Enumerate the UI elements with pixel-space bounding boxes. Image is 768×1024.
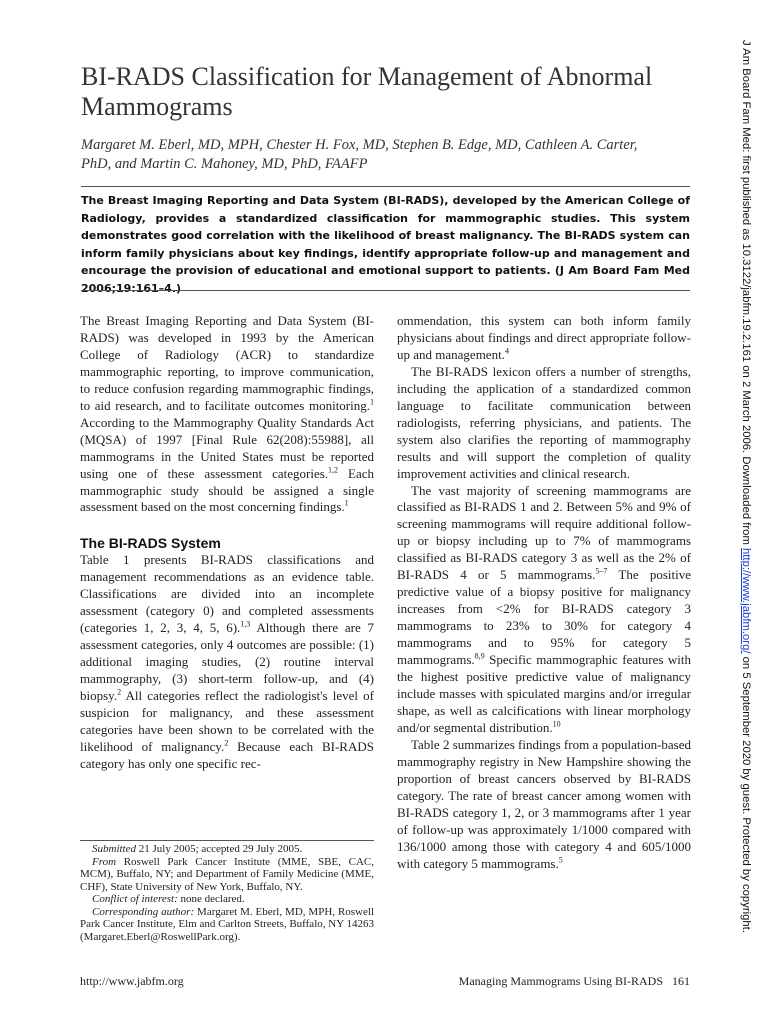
abstract-top-rule xyxy=(81,186,690,187)
page-number: 161 xyxy=(672,974,690,988)
continued-paragraph: ommendation, this system can both inform family physicians about findings and direct appropriate follow-up and management.$^4$ xyxy=(397,313,691,362)
citation-ref: 1 xyxy=(344,499,349,509)
abstract-citation: (J Am Board Fam Med 2006;19:161–4.) xyxy=(81,264,690,295)
abstract xyxy=(81,192,690,298)
footnote-affiliation: From Roswell Park Cancer Institute (MME, SBE, CAC, MCM), Buffalo, NY; and Department of Family Medicine (MME, CHF), State University of New York, Buffalo, NY. xyxy=(80,855,374,893)
citation-ref: 4 xyxy=(504,346,509,356)
birads-system-paragraph: Table 1 presents BI-RADS classifications and management recommendations as an evidence table. Classifications are divided into an incomplete assessment (category 0) and completed assessments (categories 1, 2, 3, 4, 5, 6).$^{1,3}$ Although there are 7 assessment categories, only 4 outcomes are possible: (1) additional imaging studies, (2) routine interval mammography, (3) short-term follow-up, and (4) biopsy.$^2$ All categories reflect the radiologist's level of suspicion for malignancy, and these assessment categories have been shown to be correlated with the likelihood of malignancy.$^2$ Because each BI-RADS category has only one specific rec- xyxy=(80,552,374,771)
download-link[interactable]: http://www.jabfm.org/ xyxy=(740,548,752,654)
abstract-bottom-rule xyxy=(81,290,690,291)
citation-ref: 2 xyxy=(224,738,229,748)
left-column xyxy=(80,313,374,773)
article-title: BI-RADS Classification for Management of Abnormal Mammograms xyxy=(81,62,653,121)
citation-ref: 5 xyxy=(558,855,563,865)
section-heading: The BI-RADS System xyxy=(80,535,221,552)
citation-ref: 1,3 xyxy=(240,619,251,629)
citation-ref: 1 xyxy=(370,397,374,407)
citation-ref: 10 xyxy=(552,719,561,729)
citation-ref: 1,2 xyxy=(328,465,339,475)
lexicon-paragraph: The BI-RADS lexicon offers a number of strengths, including the application of a standardized common language to facilitate communication between radiologists, referring physicians, and patients. The system also clarifies the reporting of mammography results and will support the completion of quality improvement activities and clinical research. xyxy=(397,363,691,481)
citation-ref: 5–7 xyxy=(595,566,608,576)
intro-paragraph: The Breast Imaging Reporting and Data System (BI-RADS) was developed in 1993 by the American College of Radiology (ACR) to standardize mammographic reporting, to improve communication, to reduce confusion regarding mammographic findings, to aid research, and to facilitate outcomes monitoring.$^1$ According to the Mammography Quality Standards Act (MQSA) of 1997 [Final Rule 62(208):55988], all mammograms in the United States must be reported using one of these assessment categories.$^{1,2}$ Each mammographic study should be assigned a single assessment based on the most concerning findings.$^1$ xyxy=(80,313,374,515)
article-footnotes xyxy=(80,840,374,943)
running-title: Managing Mammograms Using BI-RADS xyxy=(458,974,663,988)
footnote-corresponding-author: Corresponding author: Margaret M. Eberl, MD, MPH, Roswell Park Cancer Institute, Elm and Carlton Streets, Buffalo, NY 14263 (Margaret.Eberl@RoswellPark.org). xyxy=(80,905,374,943)
author-list: Margaret M. Eberl, MD, MPH, Chester H. Fox, MD, Stephen B. Edge, MD, Cathleen A. Carter, PhD, and Martin C. Mahoney, MD, PhD, FAAFP xyxy=(81,137,638,172)
footer-running-title xyxy=(459,974,690,989)
footnote-conflict: Conflict of interest: none declared. xyxy=(92,893,245,905)
right-column xyxy=(397,313,691,872)
footer-journal-url[interactable]: http://www.jabfm.org xyxy=(80,974,184,988)
footnote-submitted: Submitted 21 July 2005; accepted 29 July 2005. xyxy=(92,843,303,855)
citation-ref: 8,9 xyxy=(474,651,485,661)
download-notice: J Am Board Fam Med: first published as 10.3122/jabfm.19.2.161 on 2 March 2006. Downloaded from http://www.jabfm.org/ on 5 September 2020 by guest. Protected by copyright. xyxy=(740,40,752,933)
table2-paragraph: Table 2 summarizes findings from a population-based mammography registry in New Hampshire showing the proportion of breast cancers observed by BI-RADS category. The rate of breast cancer among women with BI-RADS category 1, 2, or 3 mammograms after 1 year of follow-up was approximately 1/1000 compared with 136/1000 among those with category 4 and 605/1000 with category 5 mammograms.$^5$ xyxy=(397,736,691,871)
abstract-text: The Breast Imaging Reporting and Data System (BI-RADS), developed by the American College of Radiology, provides a standardized classification for mammographic studies. This system demonstrates good correlation with the likelihood of breast malignancy. The BI-RADS system can inform family physicians about key findings, identify appropriate follow-up and management and encourage the provision of educational and emotional support to patients. xyxy=(81,194,690,278)
citation-ref: 2 xyxy=(117,687,122,697)
screening-paragraph: The vast majority of screening mammograms are classified as BI-RADS 1 and 2. Between 5% and 9% of screening mammograms will require additional follow-up or biopsy including up to 7% of mammograms classified as BI-RADS category 3 as well as the 2% of BI-RADS 4 or 5 mammograms.$^{5-7}$ The positive predictive value of a biopsy positive for malignancy increases from <2% for BI-RADS category 3 mammograms to 23% to 30% for category 4 mammograms and to 95% for category 5 mammograms.$^{8,9}$ Specific mammographic features with the highest positive predictive value of malignancy include masses with spiculated margins and/or irregular shape, as well as calcifications with linear morphology and/or segmental distribution.$^{10}$ xyxy=(397,482,691,735)
